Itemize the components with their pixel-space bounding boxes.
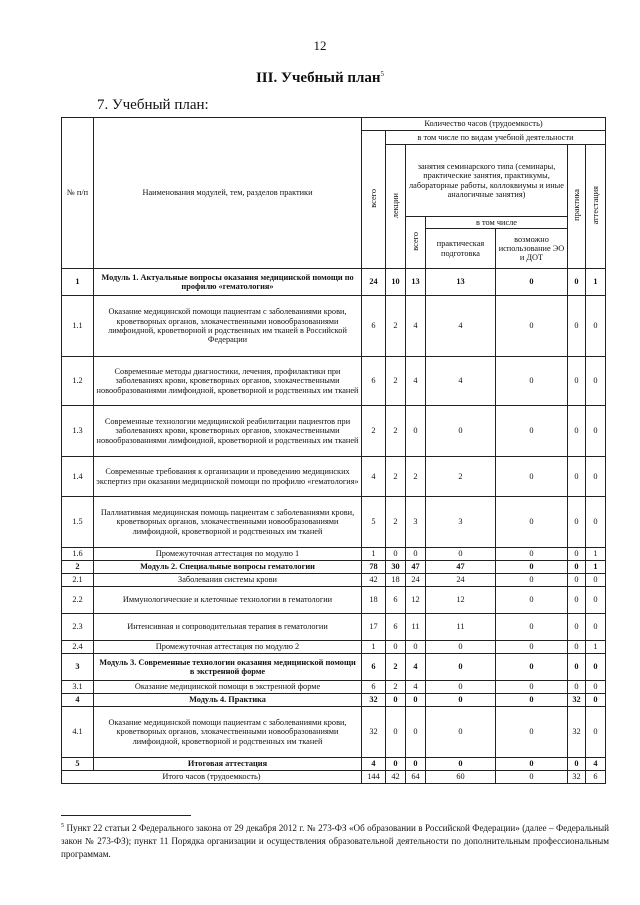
cell-eo: 0 xyxy=(496,587,568,614)
cell-sem: 2 xyxy=(406,457,426,497)
row-name: Промежуточная аттестация по модулю 2 xyxy=(94,641,362,654)
header-hours-total: Количество часов (трудоемкость) xyxy=(362,118,606,131)
cell-lect: 10 xyxy=(386,269,406,296)
cell-prac: 0 xyxy=(568,406,586,457)
header-name: Наименования модулей, тем, разделов практики xyxy=(94,118,362,269)
cell-lect: 0 xyxy=(386,694,406,707)
total-prac: 32 xyxy=(568,771,586,784)
header-seminar-total: всего xyxy=(410,232,420,251)
row-number: 4.1 xyxy=(62,707,94,758)
cell-total: 6 xyxy=(362,357,386,406)
cell-lect: 2 xyxy=(386,406,406,457)
header-seminar: занятия семинарского типа (семинары, практические занятия, практикумы, лабораторные работы, коллоквиумы и иные аналогичные занятия) xyxy=(406,145,568,217)
cell-eo: 0 xyxy=(496,707,568,758)
cell-total: 32 xyxy=(362,707,386,758)
row-name: Модуль 4. Практика xyxy=(94,694,362,707)
cell-total: 42 xyxy=(362,574,386,587)
cell-prac: 0 xyxy=(568,548,586,561)
cell-total: 17 xyxy=(362,614,386,641)
table-row xyxy=(62,357,606,406)
cell-sem: 0 xyxy=(406,406,426,457)
cell-att: 0 xyxy=(586,357,606,406)
table-row xyxy=(62,406,606,457)
cell-pp: 4 xyxy=(426,357,496,406)
cell-att: 1 xyxy=(586,561,606,574)
cell-pp: 3 xyxy=(426,497,496,548)
cell-prac: 0 xyxy=(568,681,586,694)
cell-sem: 12 xyxy=(406,587,426,614)
row-number: 1.6 xyxy=(62,548,94,561)
cell-prac: 0 xyxy=(568,654,586,681)
cell-prac: 0 xyxy=(568,296,586,357)
total-sem: 64 xyxy=(406,771,426,784)
module-row xyxy=(62,758,606,771)
cell-prac: 0 xyxy=(568,587,586,614)
row-number: 1.4 xyxy=(62,457,94,497)
row-name: Модуль 2. Специальные вопросы гематологии xyxy=(94,561,362,574)
total-lect: 42 xyxy=(386,771,406,784)
table-row xyxy=(62,587,606,614)
cell-lect: 2 xyxy=(386,457,406,497)
cell-prac: 0 xyxy=(568,614,586,641)
row-name: Оказание медицинской помощи пациентам с заболеваниями крови, кроветворных органов, злокачественными новообразованиями лимфоидной, кроветворной и родственных им тканей в Российской Федерации xyxy=(94,296,362,357)
cell-att: 1 xyxy=(586,548,606,561)
cell-pp: 24 xyxy=(426,574,496,587)
cell-pp: 0 xyxy=(426,548,496,561)
row-name: Заболевания системы крови xyxy=(94,574,362,587)
cell-total: 5 xyxy=(362,497,386,548)
module-row xyxy=(62,654,606,681)
cell-eo: 0 xyxy=(496,614,568,641)
header-total-cell xyxy=(362,131,386,269)
row-number: 2 xyxy=(62,561,94,574)
cell-eo: 0 xyxy=(496,561,568,574)
table-row xyxy=(62,497,606,548)
cell-eo: 0 xyxy=(496,457,568,497)
cell-att: 4 xyxy=(586,758,606,771)
header-row-1 xyxy=(62,118,606,131)
cell-sem: 24 xyxy=(406,574,426,587)
row-number: 1.3 xyxy=(62,406,94,457)
cell-sem: 3 xyxy=(406,497,426,548)
cell-att: 0 xyxy=(586,296,606,357)
cell-att: 0 xyxy=(586,654,606,681)
cell-lect: 18 xyxy=(386,574,406,587)
row-name: Современные методы диагностики, лечения, профилактики при заболеваниях крови, кроветворных органов, злокачественными новообразованиями лимфоидной, кроветворной и родственных им тканей xyxy=(94,357,362,406)
header-attestation: аттестация xyxy=(590,186,600,225)
footnote-separator xyxy=(61,815,191,816)
cell-eo: 0 xyxy=(496,406,568,457)
cell-sem: 0 xyxy=(406,694,426,707)
cell-eo: 0 xyxy=(496,497,568,548)
cell-pp: 0 xyxy=(426,758,496,771)
cell-pp: 0 xyxy=(426,707,496,758)
section-title-text: III. Учебный план xyxy=(255,70,381,86)
table-row xyxy=(62,681,606,694)
table-row xyxy=(62,457,606,497)
table-row xyxy=(62,574,606,587)
total-eo: 0 xyxy=(496,771,568,784)
cell-total: 24 xyxy=(362,269,386,296)
cell-total: 4 xyxy=(362,457,386,497)
cell-eo: 0 xyxy=(496,694,568,707)
row-name: Промежуточная аттестация по модулю 1 xyxy=(94,548,362,561)
row-name: Современные технологии медицинской реабилитации пациентов при заболеваниях крови, кроветворных органов, злокачественными новообразованиями лимфоидной, кроветворной и родственных им тканей xyxy=(94,406,362,457)
cell-pp: 47 xyxy=(426,561,496,574)
cell-total: 2 xyxy=(362,406,386,457)
header-eo-dot: возможно использование ЭО и ДОТ xyxy=(496,229,568,269)
cell-eo: 0 xyxy=(496,654,568,681)
cell-sem: 13 xyxy=(406,269,426,296)
module-row xyxy=(62,269,606,296)
cell-att: 0 xyxy=(586,497,606,548)
cell-eo: 0 xyxy=(496,296,568,357)
header-incl: в том числе xyxy=(426,217,568,229)
curriculum-table-body xyxy=(62,118,606,784)
row-number: 1.1 xyxy=(62,296,94,357)
cell-sem: 4 xyxy=(406,681,426,694)
row-number: 3.1 xyxy=(62,681,94,694)
header-practice: практика xyxy=(571,189,581,222)
cell-total: 6 xyxy=(362,681,386,694)
cell-sem: 0 xyxy=(406,641,426,654)
row-number: 2.1 xyxy=(62,574,94,587)
table-row xyxy=(62,548,606,561)
page-number: 12 xyxy=(313,38,327,53)
cell-total: 18 xyxy=(362,587,386,614)
header-num: № п/п xyxy=(62,118,94,269)
row-name: Интенсивная и сопроводительная терапия в гематологии xyxy=(94,614,362,641)
cell-att: 0 xyxy=(586,406,606,457)
cell-lect: 6 xyxy=(386,587,406,614)
table-row xyxy=(62,641,606,654)
row-name: Иммунологические и клеточные технологии в гематологии xyxy=(94,587,362,614)
cell-sem: 4 xyxy=(406,654,426,681)
total-pp: 60 xyxy=(426,771,496,784)
row-number: 2.2 xyxy=(62,587,94,614)
cell-total: 6 xyxy=(362,654,386,681)
cell-pp: 13 xyxy=(426,269,496,296)
row-name: Оказание медицинской помощи в экстренной форме xyxy=(94,681,362,694)
table-row xyxy=(62,614,606,641)
header-by-type: в том числе по видам учебной деятельности xyxy=(386,131,606,145)
cell-sem: 0 xyxy=(406,707,426,758)
header-lectures-cell xyxy=(386,145,406,269)
section-title xyxy=(0,70,640,87)
header-lectures: лекции xyxy=(390,192,400,218)
row-name: Модуль 1. Актуальные вопросы оказания медицинской помощи по профилю «гематология» xyxy=(94,269,362,296)
cell-prac: 32 xyxy=(568,707,586,758)
cell-att: 0 xyxy=(586,614,606,641)
cell-att: 1 xyxy=(586,269,606,296)
cell-att: 0 xyxy=(586,694,606,707)
cell-prac: 0 xyxy=(568,269,586,296)
cell-sem: 4 xyxy=(406,357,426,406)
footnote-mark: 5 xyxy=(61,823,64,829)
cell-lect: 0 xyxy=(386,707,406,758)
cell-pp: 0 xyxy=(426,406,496,457)
cell-eo: 0 xyxy=(496,269,568,296)
cell-lect: 0 xyxy=(386,548,406,561)
cell-eo: 0 xyxy=(496,574,568,587)
cell-att: 0 xyxy=(586,587,606,614)
header-total: всего xyxy=(368,189,378,208)
cell-total: 1 xyxy=(362,641,386,654)
cell-att: 1 xyxy=(586,641,606,654)
cell-pp: 0 xyxy=(426,654,496,681)
row-name: Паллиативная медицинская помощь пациентам с заболеваниями крови, кроветворных органов, злокачественными новообразованиями лимфоидной, кроветворной и родственных им тканей xyxy=(94,497,362,548)
cell-prac: 0 xyxy=(568,561,586,574)
footnote-text: Пункт 22 статьи 2 Федерального закона от 29 декабря 2012 г. № 273-ФЗ «Об образовании в Российской Федерации» (далее – Федеральный закон № 273-ФЗ); пункт 11 Порядка организации и осуществления образовательной деятельности по дополнительным профессиональным программам. xyxy=(61,823,609,860)
cell-lect: 2 xyxy=(386,296,406,357)
cell-pp: 4 xyxy=(426,296,496,357)
cell-sem: 47 xyxy=(406,561,426,574)
cell-prac: 0 xyxy=(568,758,586,771)
cell-pp: 0 xyxy=(426,694,496,707)
row-number: 1.5 xyxy=(62,497,94,548)
cell-lect: 0 xyxy=(386,641,406,654)
row-name: Оказание медицинской помощи пациентам с заболеваниями крови, кроветворных органов, злокачественными новообразованиями лимфоидной, кроветворной и родственных им тканей xyxy=(94,707,362,758)
cell-lect: 2 xyxy=(386,357,406,406)
cell-prac: 0 xyxy=(568,641,586,654)
footnote xyxy=(61,822,609,862)
total-row-label: Итого часов (трудоемкость) xyxy=(62,771,362,784)
row-number: 2.3 xyxy=(62,614,94,641)
header-practice-cell xyxy=(568,145,586,269)
cell-sem: 4 xyxy=(406,296,426,357)
row-name: Модуль 3. Современные технологии оказания медицинской помощи в экстренной форме xyxy=(94,654,362,681)
cell-lect: 6 xyxy=(386,614,406,641)
row-name: Современные требования к организации и проведению медицинских экспертиз при оказании медицинской помощи по профилю «гематология» xyxy=(94,457,362,497)
table-row xyxy=(62,707,606,758)
cell-total: 32 xyxy=(362,694,386,707)
row-number: 5 xyxy=(62,758,94,771)
row-number: 4 xyxy=(62,694,94,707)
header-attestation-cell xyxy=(586,145,606,269)
total-row xyxy=(62,771,606,784)
cell-pp: 12 xyxy=(426,587,496,614)
cell-eo: 0 xyxy=(496,641,568,654)
header-seminar-total-cell xyxy=(406,217,426,269)
cell-sem: 0 xyxy=(406,548,426,561)
cell-total: 4 xyxy=(362,758,386,771)
row-number: 3 xyxy=(62,654,94,681)
cell-att: 0 xyxy=(586,707,606,758)
cell-prac: 0 xyxy=(568,497,586,548)
total-total: 144 xyxy=(362,771,386,784)
cell-prac: 0 xyxy=(568,457,586,497)
cell-lect: 2 xyxy=(386,681,406,694)
cell-prac: 32 xyxy=(568,694,586,707)
cell-eo: 0 xyxy=(496,758,568,771)
cell-pp: 0 xyxy=(426,641,496,654)
cell-lect: 2 xyxy=(386,654,406,681)
table-caption: 7. Учебный план: xyxy=(97,97,209,113)
total-att: 6 xyxy=(586,771,606,784)
cell-pp: 2 xyxy=(426,457,496,497)
cell-prac: 0 xyxy=(568,574,586,587)
row-name: Итоговая аттестация xyxy=(94,758,362,771)
header-practical-training: практическая подготовка xyxy=(426,229,496,269)
cell-eo: 0 xyxy=(496,357,568,406)
title-footnote-mark: 5 xyxy=(380,70,385,78)
cell-pp: 0 xyxy=(426,681,496,694)
cell-pp: 11 xyxy=(426,614,496,641)
cell-lect: 30 xyxy=(386,561,406,574)
curriculum-table xyxy=(61,117,606,784)
cell-att: 0 xyxy=(586,457,606,497)
cell-sem: 11 xyxy=(406,614,426,641)
cell-total: 1 xyxy=(362,548,386,561)
row-number: 1.2 xyxy=(62,357,94,406)
table-row xyxy=(62,296,606,357)
cell-total: 78 xyxy=(362,561,386,574)
module-row xyxy=(62,561,606,574)
cell-eo: 0 xyxy=(496,681,568,694)
cell-lect: 0 xyxy=(386,758,406,771)
cell-eo: 0 xyxy=(496,548,568,561)
row-number: 1 xyxy=(62,269,94,296)
cell-att: 0 xyxy=(586,681,606,694)
cell-prac: 0 xyxy=(568,357,586,406)
row-number: 2.4 xyxy=(62,641,94,654)
cell-lect: 2 xyxy=(386,497,406,548)
cell-total: 6 xyxy=(362,296,386,357)
module-row xyxy=(62,694,606,707)
cell-sem: 0 xyxy=(406,758,426,771)
cell-att: 0 xyxy=(586,574,606,587)
